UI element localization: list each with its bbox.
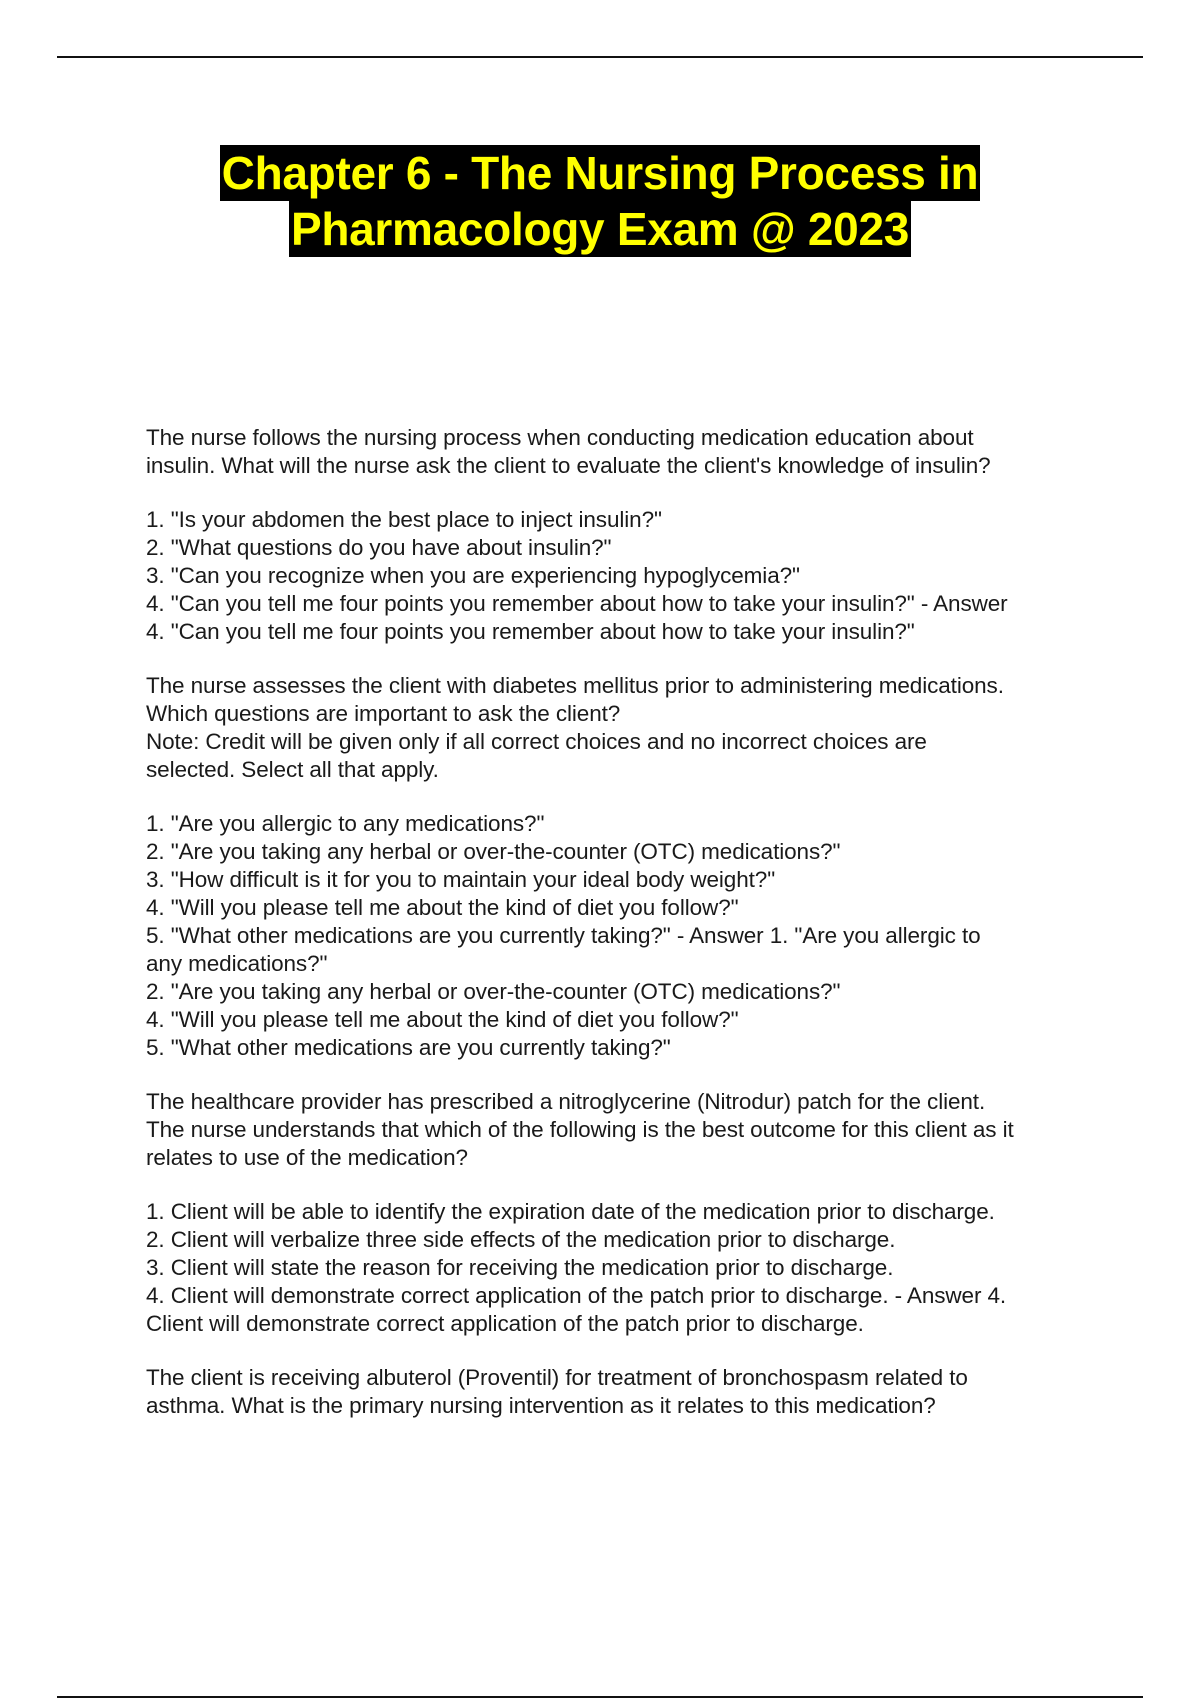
question-2: [146, 672, 1106, 784]
option-line: 4. Client will demonstrate correct application of the patch prior to discharge. - Answer 4.: [146, 1283, 1007, 1308]
answer-line: 2. "Are you taking any herbal or over-the-counter (OTC) medications?": [146, 979, 841, 1004]
option-line: 3. "How difficult is it for you to maintain your ideal body weight?": [146, 867, 776, 892]
text-line: The nurse assesses the client with diabetes mellitus prior to administering medications.: [146, 673, 1004, 698]
question-1-options: [146, 506, 1106, 646]
text-line: selected. Select all that apply.: [146, 757, 439, 782]
answer-line: Client will demonstrate correct application of the patch prior to discharge.: [146, 1311, 864, 1336]
question-3: [146, 1088, 1106, 1172]
option-line: 2. Client will verbalize three side effects of the medication prior to discharge.: [146, 1227, 896, 1252]
title-line-2: Pharmacology Exam @ 2023: [290, 203, 910, 255]
document-title: [0, 145, 1200, 257]
title-line-1: Chapter 6 - The Nursing Process in: [221, 147, 979, 199]
text-line: The healthcare provider has prescribed a nitroglycerine (Nitrodur) patch for the client.: [146, 1089, 986, 1114]
text-line: relates to use of the medication?: [146, 1145, 468, 1170]
option-line: 4. "Can you tell me four points you remember about how to take your insulin?" - Answer: [146, 591, 1008, 616]
document-body: [146, 424, 1106, 1420]
bottom-rule: [57, 1696, 1143, 1698]
option-line: 2. "What questions do you have about insulin?": [146, 535, 612, 560]
text-line: asthma. What is the primary nursing intervention as it relates to this medication?: [146, 1393, 936, 1418]
question-3-options: [146, 1198, 1106, 1338]
answer-line: 5. "What other medications are you currently taking?": [146, 1035, 671, 1060]
question-4: [146, 1364, 1106, 1420]
text-line: The client is receiving albuterol (Proventil) for treatment of bronchospasm related to: [146, 1365, 968, 1390]
text-line: Which questions are important to ask the client?: [146, 701, 621, 726]
text-line: Note: Credit will be given only if all correct choices and no incorrect choices are: [146, 729, 927, 754]
answer-line: 4. "Can you tell me four points you remember about how to take your insulin?": [146, 619, 915, 644]
option-line: 5. "What other medications are you currently taking?" - Answer 1. "Are you allergic to: [146, 923, 981, 948]
question-2-options: [146, 810, 1106, 1062]
option-line: 1. Client will be able to identify the expiration date of the medication prior to discharge.: [146, 1199, 995, 1224]
text-line: The nurse understands that which of the following is the best outcome for this client as it: [146, 1117, 1014, 1142]
answer-line: 4. "Will you please tell me about the kind of diet you follow?": [146, 1007, 739, 1032]
option-line: 3. Client will state the reason for receiving the medication prior to discharge.: [146, 1255, 894, 1280]
question-1: [146, 424, 1106, 480]
text-line: insulin. What will the nurse ask the client to evaluate the client's knowledge of insulin?: [146, 453, 991, 478]
option-line: 1. "Is your abdomen the best place to inject insulin?": [146, 507, 662, 532]
option-line: 2. "Are you taking any herbal or over-the-counter (OTC) medications?": [146, 839, 841, 864]
answer-line: any medications?": [146, 951, 328, 976]
option-line: 3. "Can you recognize when you are experiencing hypoglycemia?": [146, 563, 800, 588]
option-line: 1. "Are you allergic to any medications?": [146, 811, 545, 836]
text-line: The nurse follows the nursing process when conducting medication education about: [146, 425, 974, 450]
option-line: 4. "Will you please tell me about the kind of diet you follow?": [146, 895, 739, 920]
top-rule: [57, 56, 1143, 58]
